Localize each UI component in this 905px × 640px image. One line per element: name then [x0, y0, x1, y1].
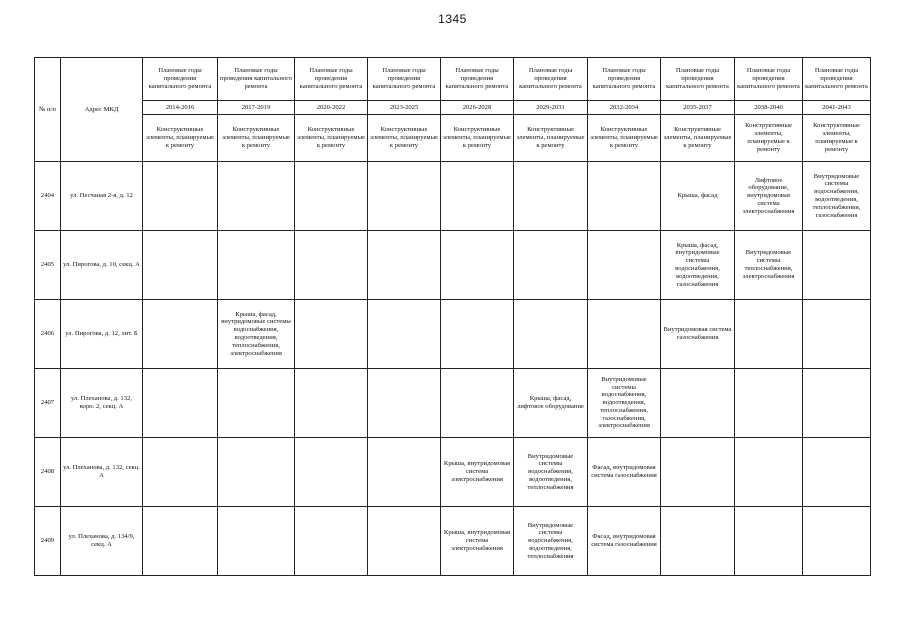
header-elements-label: Конструктивные элементы, планируемые к ремонту — [661, 115, 735, 162]
repair-elements-cell — [735, 300, 803, 369]
row-address: ул. Песчаная 2-я, д. 12 — [61, 162, 143, 231]
header-period-years: 2026-2028 — [441, 101, 514, 115]
repair-elements-cell: Внутридомовые системы водоснабжения, водоотведения, теплоснабжения — [514, 438, 588, 507]
row-address: ул. Пирогова, д. 10, секц. А — [61, 231, 143, 300]
repair-elements-cell — [295, 507, 368, 576]
repair-elements-cell: Крыша, фасад, внутридомовые системы водоснабжения, водоотведения, газоснабжения — [661, 231, 735, 300]
header-elements-label: Конструктивные элементы, планируемые к ремонту — [588, 115, 661, 162]
header-period-label: Плановые годы проведения капитального ремонта — [295, 58, 368, 101]
repair-elements-cell: Внутридомовые системы теплоснабжения, электроснабжения — [735, 231, 803, 300]
header-period-label: Плановые годы проведения капитального ремонта — [588, 58, 661, 101]
repair-elements-cell: Крыша, внутридомовая система электроснабжения — [441, 438, 514, 507]
repair-elements-cell — [218, 438, 295, 507]
repair-elements-cell: Фасад, внутридомовая система газоснабжения — [588, 438, 661, 507]
repair-elements-cell: Внутридомовые системы водоснабжения, водоотведения, теплоснабжения, газоснабжения, электроснабжения — [588, 369, 661, 438]
table-row — [35, 231, 871, 300]
table-row — [35, 438, 871, 507]
repair-elements-cell — [588, 162, 661, 231]
row-number: 2404 — [35, 162, 61, 231]
repair-elements-cell: Крыша, внутридомовая система электроснабжения — [441, 507, 514, 576]
header-elements-label: Конструктивные элементы, планируемые к ремонту — [143, 115, 218, 162]
header-period-label: Плановые годы проведения капитального ремонта — [143, 58, 218, 101]
header-elements-label: Конструктивные элементы, планируемые к ремонту — [368, 115, 441, 162]
header-period-label: Плановые годы проведения капитального ремонта — [514, 58, 588, 101]
header-elements-label: Конструктивные элементы, планируемые к ремонту — [735, 115, 803, 162]
table-row — [35, 162, 871, 231]
repair-elements-cell — [295, 369, 368, 438]
repair-elements-cell — [514, 231, 588, 300]
row-number: 2405 — [35, 231, 61, 300]
header-address: Адрес МКД — [61, 58, 143, 162]
repair-elements-cell — [143, 231, 218, 300]
header-row-elements — [35, 115, 871, 162]
repair-elements-cell: Крыша, фасад — [661, 162, 735, 231]
repair-elements-cell: Крыша, фасад, внутридомовые системы водоснабжения, водоотведения, теплоснабжения, электроснабжения — [218, 300, 295, 369]
row-number: 2406 — [35, 300, 61, 369]
repair-elements-cell — [661, 438, 735, 507]
repair-elements-cell — [441, 162, 514, 231]
header-row-labels — [35, 58, 871, 101]
header-period-years: 2017-2019 — [218, 101, 295, 115]
repair-elements-cell — [218, 369, 295, 438]
repair-elements-cell — [368, 162, 441, 231]
row-address: ул. Плеханова, д. 132, секц. А — [61, 438, 143, 507]
header-period-years: 2032-2034 — [588, 101, 661, 115]
row-address: ул. Плеханова, д. 134/9, секц. А — [61, 507, 143, 576]
header-num: № п/п — [35, 58, 61, 162]
repair-elements-cell — [368, 369, 441, 438]
header-period-years: 2041-2043 — [803, 101, 871, 115]
repair-elements-cell — [735, 507, 803, 576]
header-elements-label: Конструктивные элементы, планируемые к ремонту — [218, 115, 295, 162]
repair-elements-cell: Крыша, фасад, лифтовое оборудование — [514, 369, 588, 438]
header-period-label: Плановые годы проведения капитального ремонта — [803, 58, 871, 101]
repair-elements-cell — [441, 300, 514, 369]
header-period-label: Плановые годы проведения капитального ремонта — [735, 58, 803, 101]
repair-elements-cell — [143, 162, 218, 231]
repair-elements-cell — [514, 300, 588, 369]
repair-elements-cell — [803, 231, 871, 300]
repair-elements-cell — [368, 300, 441, 369]
table-row — [35, 369, 871, 438]
header-elements-label: Конструктивные элементы, планируемые к ремонту — [295, 115, 368, 162]
row-address: ул. Плеханова, д. 132, корп. 2, секц. А — [61, 369, 143, 438]
header-row-years — [35, 101, 871, 115]
repair-elements-cell — [295, 162, 368, 231]
header-period-years: 2020-2022 — [295, 101, 368, 115]
repair-elements-cell — [143, 369, 218, 438]
repair-elements-cell — [661, 507, 735, 576]
repair-elements-cell — [735, 369, 803, 438]
repair-elements-cell — [295, 231, 368, 300]
header-period-years: 2023-2025 — [368, 101, 441, 115]
repair-elements-cell: Фасад, внутридомовая система газоснабжения — [588, 507, 661, 576]
header-period-label: Плановые годы проведения капитального ремонта — [218, 58, 295, 101]
repair-elements-cell — [368, 438, 441, 507]
capital-repair-table — [34, 57, 871, 576]
row-number: 2409 — [35, 507, 61, 576]
repair-elements-cell: Лифтовое оборудование, внутридомовая система электроснабжения — [735, 162, 803, 231]
repair-elements-cell — [295, 438, 368, 507]
repair-elements-cell — [661, 369, 735, 438]
repair-elements-cell — [803, 438, 871, 507]
repair-elements-cell — [368, 231, 441, 300]
repair-elements-cell — [441, 231, 514, 300]
row-number: 2407 — [35, 369, 61, 438]
repair-elements-cell — [218, 162, 295, 231]
header-period-label: Плановые годы проведения капитального ремонта — [368, 58, 441, 101]
table-header — [35, 58, 871, 162]
table-body — [35, 162, 871, 576]
row-number: 2408 — [35, 438, 61, 507]
header-elements-label: Конструктивные элементы, планируемые к ремонту — [441, 115, 514, 162]
repair-elements-cell — [803, 369, 871, 438]
header-period-label: Плановые годы проведения капитального ремонта — [441, 58, 514, 101]
header-period-years: 2035-2037 — [661, 101, 735, 115]
page-number: 1345 — [438, 12, 467, 26]
header-period-label: Плановые годы проведения капитального ремонта — [661, 58, 735, 101]
header-period-years: 2029-2031 — [514, 101, 588, 115]
repair-elements-cell — [735, 438, 803, 507]
header-period-years: 2038-2040 — [735, 101, 803, 115]
repair-elements-cell — [143, 438, 218, 507]
repair-elements-cell — [803, 507, 871, 576]
repair-elements-cell — [588, 231, 661, 300]
repair-elements-cell — [218, 231, 295, 300]
repair-elements-cell — [514, 162, 588, 231]
repair-elements-cell — [295, 300, 368, 369]
table-row — [35, 507, 871, 576]
repair-elements-cell: Внутридомовые системы водоснабжения, водоотведения, теплоснабжения — [514, 507, 588, 576]
repair-elements-cell — [588, 300, 661, 369]
repair-elements-cell — [143, 507, 218, 576]
repair-elements-cell — [803, 300, 871, 369]
repair-elements-cell: Внутридомовые системы водоснабжения, водоотведения, теплоснабжения, газоснабжения — [803, 162, 871, 231]
repair-elements-cell: Внутридомовая система газоснабжения — [661, 300, 735, 369]
table-row — [35, 300, 871, 369]
header-period-years: 2014-2016 — [143, 101, 218, 115]
header-elements-label: Конструктивные элементы, планируемые к ремонту — [514, 115, 588, 162]
repair-elements-cell — [143, 300, 218, 369]
repair-elements-cell — [368, 507, 441, 576]
repair-elements-cell — [218, 507, 295, 576]
header-elements-label: Конструктивные элементы, планируемые к ремонту — [803, 115, 871, 162]
row-address: ул. Пирогова, д. 12, лит. Б — [61, 300, 143, 369]
repair-elements-cell — [441, 369, 514, 438]
